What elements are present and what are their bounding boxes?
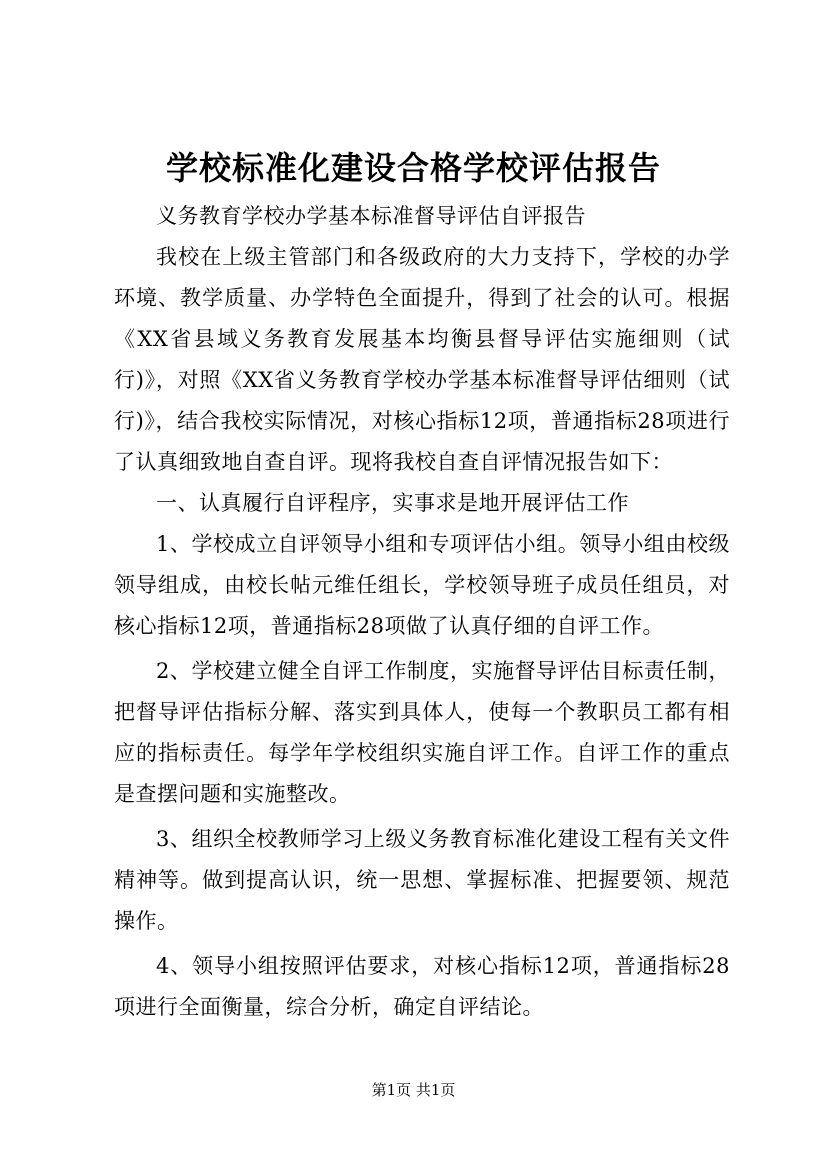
item-2-paragraph: 2、学校建立健全自评工作制度，实施督导评估目标责任制，把督导评估指标分解、落实到具体人，使每一个教职员工都有相应的指标责任。每学年学校组织实施自评工作。自评工作的重点是查摆问题和实施整改。: [114, 659, 730, 806]
subtitle-paragraph: 义务教育学校办学基本标准督导评估自评报告: [156, 204, 586, 228]
document-title: 学校标准化建设合格学校评估报告: [165, 149, 661, 187]
item-1-paragraph: 1、学校成立自评领导小组和专项评估小组。领导小组由校级领导组成，由校长帖元维任组长，学校领导班子成员任组员，对核心指标12项，普通指标28项做了认真仔细的自评工作。: [114, 532, 730, 638]
item-4-paragraph: 4、领导小组按照评估要求，对核心指标12项，普通指标28项进行全面衡量，综合分析，确定自评结论。: [114, 954, 730, 1019]
document-body: [114, 196, 730, 1028]
intro-paragraph: 我校在上级主管部门和各级政府的大力支持下，学校的办学环境、教学质量、办学特色全面提升，得到了社会的认可。根据《XX省县域义务教育发展基本均衡县督导评估实施细则（试行)》，对照《XX省义务教育学校办学基本标准督导评估细则（试行)》，结合我校实际情况，对核心指标12项，普通指标28项进行了认真细致地自查自评。现将我校自查自评情况报告如下：: [114, 245, 730, 474]
item-3-paragraph: 3、组织全校教师学习上级义务教育标准化建设工程有关文件精神等。做到提高认识，统一思想、掌握标准、把握要领、规范操作。: [114, 827, 730, 933]
section-heading: 一、认真履行自评程序，实事求是地开展评估工作: [156, 491, 629, 515]
page-footer: 第1页 共1页: [371, 1081, 456, 1099]
